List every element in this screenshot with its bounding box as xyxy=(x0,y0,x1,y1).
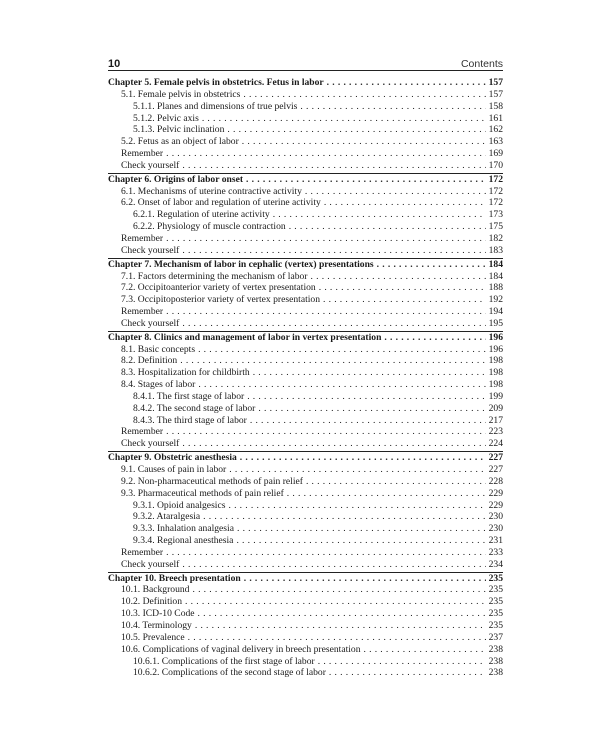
dot-leader xyxy=(195,344,486,356)
dot-leader xyxy=(189,584,485,596)
entry-page-number: 235 xyxy=(488,572,503,584)
entry-title: 6.2.2. Physiology of muscle contraction xyxy=(133,221,286,233)
dot-leader xyxy=(284,488,486,500)
dot-leader xyxy=(179,160,485,172)
entry-page-number: 183 xyxy=(488,244,503,256)
dot-leader xyxy=(192,620,486,632)
running-title: Contents xyxy=(460,58,503,70)
dot-leader xyxy=(326,667,486,679)
dot-leader xyxy=(308,271,486,283)
entry-title: 5.1.2. Pelvic axis xyxy=(133,112,199,124)
toc-entry xyxy=(108,535,503,547)
toc-entry xyxy=(108,89,503,101)
dot-leader xyxy=(321,197,486,209)
dot-leader xyxy=(163,148,486,160)
entry-page-number: 235 xyxy=(488,619,503,631)
entry-title: 5.1. Female pelvis in obstetrics xyxy=(121,88,241,100)
dot-leader xyxy=(199,113,486,125)
entry-page-number: 199 xyxy=(488,390,503,402)
toc-entry xyxy=(108,233,503,245)
toc-entry xyxy=(108,221,503,233)
toc-entry xyxy=(108,294,503,306)
entry-title: Remember xyxy=(121,426,164,438)
entry-page-number: 163 xyxy=(488,136,503,148)
dot-leader xyxy=(226,464,485,476)
toc-entry xyxy=(108,488,503,500)
table-of-contents xyxy=(108,77,503,679)
entry-title: 5.2. Fetus as an object of labor xyxy=(121,136,239,148)
entry-title: 10.6.2. Complications of the second stage of labor xyxy=(133,667,326,679)
entry-page-number: 230 xyxy=(488,511,503,523)
entry-title: 7.3. Occipitoposterior variety of vertex presentation xyxy=(121,294,321,306)
entry-page-number: 198 xyxy=(488,355,503,367)
entry-page-number: 182 xyxy=(488,232,503,244)
entry-page-number: 231 xyxy=(488,535,503,547)
entry-title: 8.3. Hospitalization for childbirth xyxy=(121,367,250,379)
entry-page-number: 188 xyxy=(488,282,503,294)
dot-leader xyxy=(163,306,486,318)
entry-page-number: 198 xyxy=(488,367,503,379)
toc-entry xyxy=(108,426,503,438)
dot-leader xyxy=(225,500,485,512)
dot-leader xyxy=(302,186,486,198)
entry-title: Check yourself xyxy=(121,438,180,450)
entry-page-number: 184 xyxy=(488,270,503,282)
entry-title: 5.1.1. Planes and dimensions of true pelvis xyxy=(133,100,298,112)
toc-entry xyxy=(108,500,503,512)
toc-entry xyxy=(108,632,503,644)
dot-leader xyxy=(297,101,485,113)
dot-leader xyxy=(179,318,485,330)
entry-title: 10.3. ICD-10 Code xyxy=(121,608,195,620)
entry-page-number: 198 xyxy=(488,379,503,391)
toc-entry xyxy=(108,608,503,620)
chapter-entry xyxy=(108,259,503,271)
entry-page-number: 235 xyxy=(488,596,503,608)
toc-entry xyxy=(108,523,503,535)
entry-page-number: 223 xyxy=(488,426,503,438)
toc-entry xyxy=(108,464,503,476)
entry-title: Chapter 6. Origins of labor onset xyxy=(108,173,244,185)
dot-leader xyxy=(177,355,485,367)
toc-entry xyxy=(108,620,503,632)
entry-page-number: 229 xyxy=(488,499,503,511)
dot-leader xyxy=(286,221,486,233)
toc-entry xyxy=(108,136,503,148)
entry-page-number: 175 xyxy=(488,221,503,233)
entry-page-number: 169 xyxy=(488,148,503,160)
dot-leader xyxy=(361,644,486,656)
entry-title: 10.4. Terminology xyxy=(121,619,192,631)
entry-page-number: 196 xyxy=(488,331,503,343)
entry-title: Chapter 9. Obstetric anesthesia xyxy=(108,452,237,464)
dot-leader xyxy=(241,573,486,585)
toc-entry xyxy=(108,186,503,198)
dot-leader xyxy=(240,89,485,101)
entry-title: Chapter 5. Female pelvis in obstetrics. Fetus in labor xyxy=(108,77,324,88)
entry-page-number: 157 xyxy=(488,88,503,100)
dot-leader xyxy=(255,403,485,415)
entry-title: Check yourself xyxy=(121,317,180,329)
entry-title: 7.2. Occipitoanterior variety of vertex presentation xyxy=(121,282,316,294)
entry-title: 9.1. Causes of pain in labor xyxy=(121,464,227,475)
page-header xyxy=(108,55,503,71)
dot-leader xyxy=(163,233,486,245)
entry-title: 10.6.1. Complications of the first stage of labor xyxy=(133,655,315,667)
dot-leader xyxy=(270,209,486,221)
entry-page-number: 209 xyxy=(488,402,503,414)
entry-page-number: 162 xyxy=(488,124,503,136)
chapter-entry xyxy=(108,174,503,186)
entry-title: 10.1. Background xyxy=(121,584,190,596)
entry-title: Remember xyxy=(121,546,164,558)
entry-title: Chapter 7. Mechanism of labor in cephalic (vertex) presentations xyxy=(108,258,374,270)
toc-entry xyxy=(108,391,503,403)
entry-page-number: 229 xyxy=(488,487,503,499)
contents-page xyxy=(108,55,503,679)
toc-entry xyxy=(108,245,503,257)
entry-page-number: 227 xyxy=(488,452,503,464)
entry-title: 5.1.3. Pelvic inclination xyxy=(133,124,225,136)
entry-title: Check yourself xyxy=(121,244,180,256)
dot-leader xyxy=(374,259,486,271)
entry-page-number: 161 xyxy=(488,112,503,124)
entry-page-number: 233 xyxy=(488,546,503,558)
entry-title: 10.2. Definition xyxy=(121,596,183,608)
entry-title: 8.4. Stages of labor xyxy=(121,379,196,391)
entry-page-number: 228 xyxy=(488,475,503,487)
dot-leader xyxy=(244,391,485,403)
toc-entry xyxy=(108,367,503,379)
entry-page-number: 195 xyxy=(488,317,503,329)
dot-leader xyxy=(239,136,486,148)
entry-page-number: 234 xyxy=(488,558,503,570)
toc-entry xyxy=(108,113,503,125)
entry-title: Chapter 10. Breech presentation xyxy=(108,572,241,584)
entry-page-number: 172 xyxy=(488,197,503,209)
entry-page-number: 230 xyxy=(488,523,503,535)
entry-title: 8.4.1. The first stage of labor xyxy=(133,390,245,402)
toc-entry xyxy=(108,511,503,523)
entry-title: 6.1. Mechanisms of uterine contractive activity xyxy=(121,185,302,197)
entry-title: 6.2.1. Regulation of uterine activity xyxy=(133,209,270,221)
entry-page-number: 224 xyxy=(488,438,503,450)
entry-page-number: 238 xyxy=(488,667,503,679)
dot-leader xyxy=(237,452,486,464)
dot-leader xyxy=(316,282,486,294)
dot-leader xyxy=(179,245,485,257)
entry-title: 9.3.4. Regional anesthesia xyxy=(133,535,234,547)
entry-page-number: 227 xyxy=(488,464,503,475)
dot-leader xyxy=(250,367,486,379)
entry-page-number: 217 xyxy=(488,414,503,426)
dot-leader xyxy=(233,535,485,547)
dot-leader xyxy=(324,77,486,89)
dot-leader xyxy=(163,426,486,438)
toc-entry xyxy=(108,197,503,209)
page-number: 10 xyxy=(108,58,121,70)
toc-entry xyxy=(108,656,503,668)
toc-entry xyxy=(108,355,503,367)
entry-title: Remember xyxy=(121,306,164,318)
entry-title: Check yourself xyxy=(121,558,180,570)
dot-leader xyxy=(195,608,486,620)
toc-entry xyxy=(108,160,503,172)
toc-entry xyxy=(108,271,503,283)
entry-page-number: 237 xyxy=(488,631,503,643)
entry-title: 10.5. Prevalence xyxy=(121,631,185,643)
entry-page-number: 192 xyxy=(488,294,503,306)
entry-page-number: 173 xyxy=(488,209,503,221)
chapter-entry xyxy=(108,452,503,464)
dot-leader xyxy=(182,596,486,608)
toc-entry xyxy=(108,306,503,318)
toc-entry xyxy=(108,148,503,160)
chapter-entry xyxy=(108,77,503,89)
toc-entry xyxy=(108,596,503,608)
entry-page-number: 172 xyxy=(488,173,503,185)
entry-page-number: 196 xyxy=(488,343,503,355)
toc-entry xyxy=(108,318,503,330)
entry-title: 8.4.2. The second stage of labor xyxy=(133,402,256,414)
toc-entry xyxy=(108,403,503,415)
dot-leader xyxy=(243,174,486,186)
toc-entry xyxy=(108,124,503,136)
entry-page-number: 238 xyxy=(488,655,503,667)
toc-entry xyxy=(108,438,503,450)
toc-entry xyxy=(108,559,503,571)
entry-title: 7.1. Factors determining the mechanism of labor xyxy=(121,270,308,282)
entry-title: 9.3.1. Opioid analgesics xyxy=(133,499,226,511)
entry-page-number: 235 xyxy=(488,608,503,620)
entry-page-number: 238 xyxy=(488,643,503,655)
dot-leader xyxy=(247,415,486,427)
dot-leader xyxy=(224,124,485,136)
toc-entry xyxy=(108,209,503,221)
dot-leader xyxy=(163,547,486,559)
entry-page-number: 158 xyxy=(488,100,503,112)
toc-entry xyxy=(108,415,503,427)
toc-entry xyxy=(108,101,503,113)
entry-page-number: 172 xyxy=(488,185,503,197)
entry-page-number: 235 xyxy=(488,584,503,596)
entry-page-number: 170 xyxy=(488,159,503,171)
chapter-entry xyxy=(108,332,503,344)
entry-title: 9.3.3. Inhalation analgesia xyxy=(133,523,234,535)
dot-leader xyxy=(315,656,486,668)
dot-leader xyxy=(381,332,485,344)
entry-page-number: 157 xyxy=(488,77,503,88)
dot-leader xyxy=(234,523,486,535)
dot-leader xyxy=(200,511,485,523)
entry-title: 8.1. Basic concepts xyxy=(121,343,196,355)
entry-title: Remember xyxy=(121,148,164,160)
entry-title: Chapter 8. Clinics and management of labor in vertex presentation xyxy=(108,331,382,343)
toc-entry xyxy=(108,379,503,391)
chapter-entry xyxy=(108,573,503,585)
dot-leader xyxy=(195,379,485,391)
dot-leader xyxy=(303,476,486,488)
toc-entry xyxy=(108,344,503,356)
entry-page-number: 194 xyxy=(488,306,503,318)
entry-title: 8.2. Definition xyxy=(121,355,178,367)
entry-title: 6.2. Onset of labor and regulation of uterine activity xyxy=(121,197,321,209)
entry-title: Check yourself xyxy=(121,159,180,171)
entry-title: 9.2. Non-pharmaceutical methods of pain relief xyxy=(121,475,303,487)
entry-title: 10.6. Complications of vaginal delivery in breech presentation xyxy=(121,643,361,655)
dot-leader xyxy=(320,294,486,306)
entry-title: 8.4.3. The third stage of labor xyxy=(133,414,247,426)
entry-page-number: 184 xyxy=(488,258,503,270)
entry-title: Remember xyxy=(121,232,164,244)
toc-entry xyxy=(108,547,503,559)
dot-leader xyxy=(179,559,485,571)
toc-entry xyxy=(108,476,503,488)
entry-title: 9.3.2. Ataralgesia xyxy=(133,511,201,523)
toc-entry xyxy=(108,584,503,596)
toc-entry xyxy=(108,282,503,294)
toc-entry xyxy=(108,667,503,679)
dot-leader xyxy=(185,632,486,644)
toc-entry xyxy=(108,644,503,656)
entry-title: 9.3. Pharmaceutical methods of pain relief xyxy=(121,487,284,499)
dot-leader xyxy=(179,438,485,450)
